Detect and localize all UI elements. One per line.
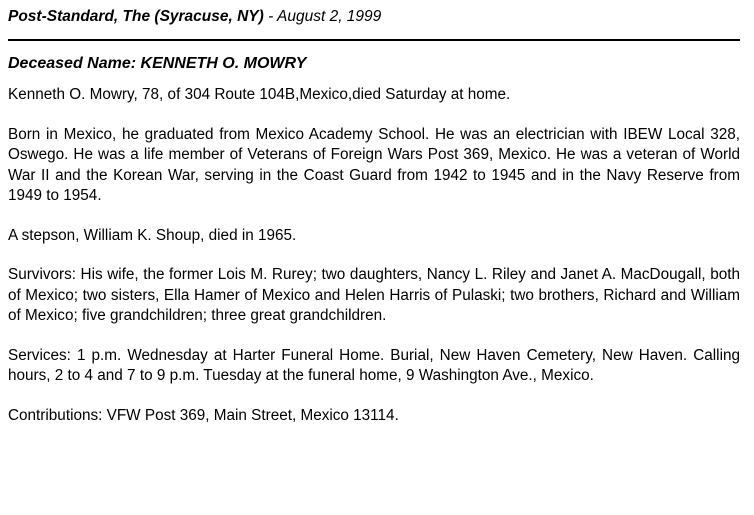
publication-source: Post-Standard, The (Syracuse, NY) bbox=[8, 8, 264, 25]
publication-header bbox=[8, 0, 740, 34]
publication-date: August 2, 1999 bbox=[277, 8, 382, 25]
header-separator: - bbox=[263, 8, 278, 25]
header-divider bbox=[8, 39, 740, 41]
deceased-name-heading: Deceased Name: KENNETH O. MOWRY bbox=[8, 55, 307, 72]
obituary-body bbox=[8, 85, 740, 426]
paragraph-predeceased: A stepson, William K. Shoup, died in 1965. bbox=[8, 226, 297, 244]
paragraph-survivors: Survivors: His wife, the former Lois M. Rurey; two daughters, Nancy L. Riley and Janet A. MacDougall, both of Mexico; two sisters, Ella Hamer of Mexico and Helen Harris of Pulaski; two brothers, Richard and William of Mexico; five grandchildren; three great grandchildren. bbox=[8, 266, 740, 324]
paragraph-intro: Kenneth O. Mowry, 78, of 304 Route 104B,Mexico,died Saturday at home. bbox=[8, 86, 511, 103]
paragraph-contributions: Contributions: VFW Post 369, Main Street, Mexico 13114. bbox=[8, 406, 399, 424]
paragraph-services: Services: 1 p.m. Wednesday at Harter Funeral Home. Burial, New Haven Cemetery, New Haven. Calling hours, 2 to 4 and 7 to 9 p.m. Tuesday at the funeral home, 9 Washington Ave., Mexico. bbox=[8, 346, 740, 384]
paragraph-biography: Born in Mexico, he graduated from Mexico Academy School. He was an electrician with IBEW Local 328, Oswego. He was a life member of Veterans of Foreign Wars Post 369, Mexico. He was a veteran of World War II and the Korean War, serving in the Coast Guard from 1942 to 1945 and in the Navy Reserve from 1949 to 1954. bbox=[8, 125, 740, 204]
